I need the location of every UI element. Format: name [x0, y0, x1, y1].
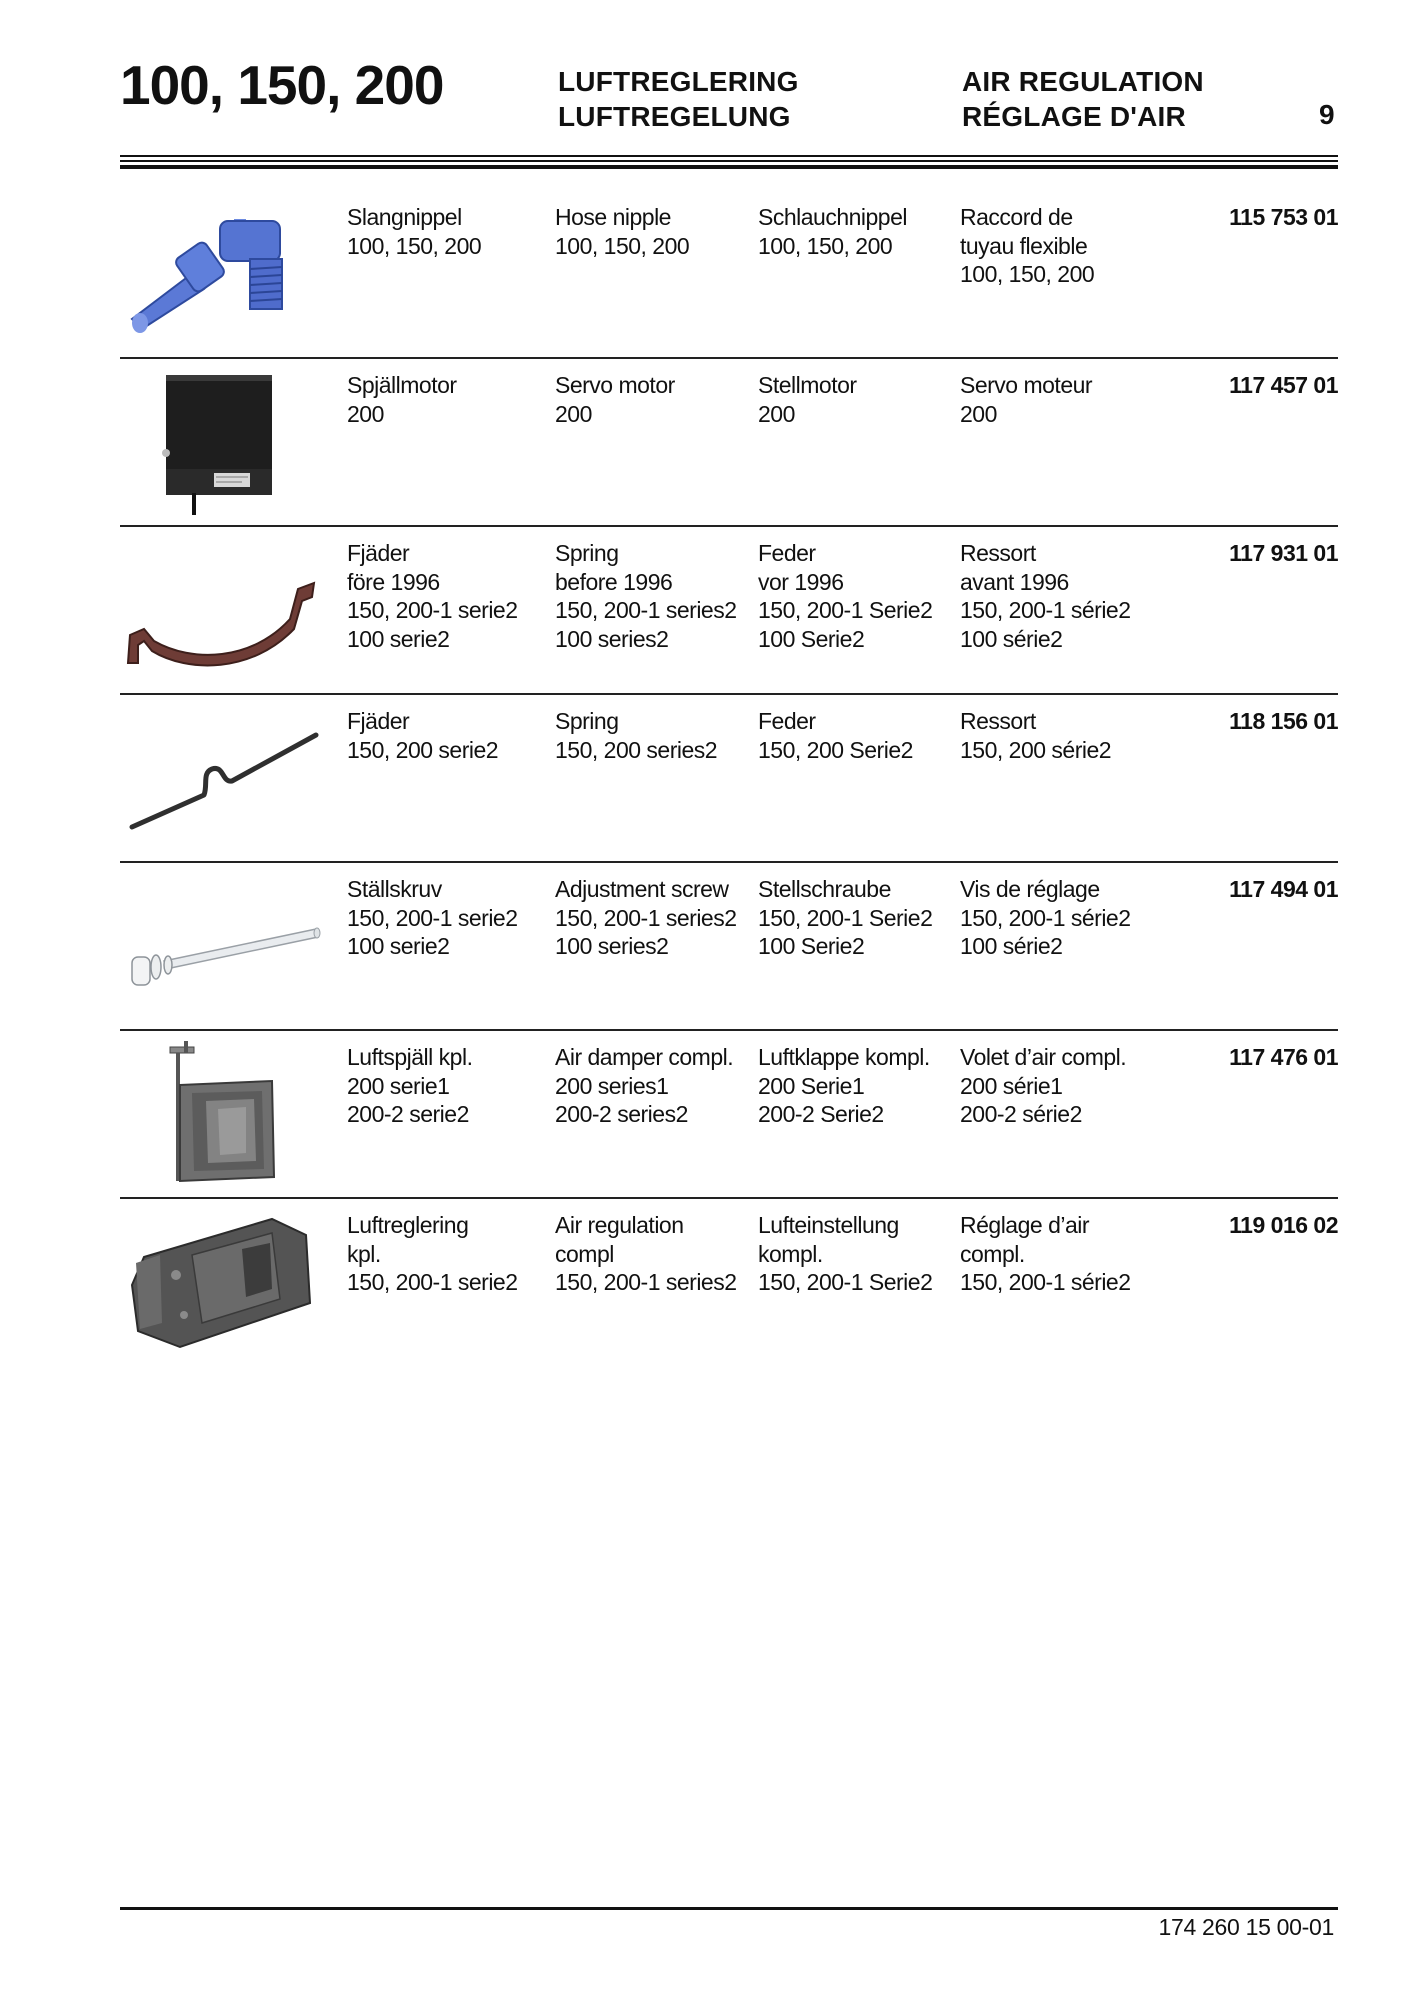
heading-swedish: LUFTREGLERING — [558, 66, 799, 97]
heading-sv-de — [558, 64, 799, 134]
description-swedish: Spjällmotor 200 — [347, 372, 457, 427]
part-row — [0, 357, 1410, 525]
description-swedish: Fjäder 150, 200 serie2 — [347, 708, 499, 763]
description-swedish: Fjäder före 1996 150, 200-1 serie2 100 serie2 — [347, 540, 518, 652]
heading-en-fr — [962, 64, 1204, 134]
description-french: Vis de réglage 150, 200-1 série2 100 série2 — [960, 876, 1131, 959]
part-row — [0, 525, 1410, 693]
description-french: Ressort 150, 200 série2 — [960, 708, 1112, 763]
document-code: 174 260 15 00-01 — [1158, 1914, 1334, 1940]
description-english: Air damper compl. 200 series1 200-2 series2 — [555, 1044, 734, 1127]
description-german: Schlauchnippel 100, 150, 200 — [758, 204, 908, 259]
description-english: Servo motor 200 — [555, 372, 675, 427]
header-rule-2 — [120, 160, 1338, 162]
description-english: Spring before 1996 150, 200-1 series2 100 series2 — [555, 540, 737, 652]
part-row — [0, 1029, 1410, 1197]
air-damper-image — [122, 1037, 322, 1187]
part-number: 115 753 01 — [1229, 204, 1338, 230]
description-swedish: Luftreglering kpl. 150, 200-1 serie2 — [347, 1212, 518, 1295]
description-french: Ressort avant 1996 150, 200-1 série2 100 série2 — [960, 540, 1131, 652]
heading-german: LUFTREGELUNG — [558, 101, 791, 132]
description-french: Volet d’air compl. 200 série1 200-2 série2 — [960, 1044, 1127, 1127]
description-french: Raccord de tuyau flexible 100, 150, 200 — [960, 204, 1095, 287]
description-swedish: Slangnippel 100, 150, 200 — [347, 204, 482, 259]
header-rule-1 — [120, 155, 1338, 157]
description-swedish: Ställskruv 150, 200-1 serie2 100 serie2 — [347, 876, 518, 959]
page-number: 9 — [1319, 99, 1335, 130]
part-number: 117 931 01 — [1229, 540, 1338, 566]
air-regulation-unit-image — [122, 1205, 322, 1355]
adjustment-screw-image — [122, 869, 322, 1019]
description-german: Stellmotor 200 — [758, 372, 857, 427]
spring-wire-image — [122, 701, 322, 851]
part-number: 117 494 01 — [1229, 876, 1338, 902]
part-number: 117 476 01 — [1229, 1044, 1338, 1070]
header-rule-3 — [120, 165, 1338, 169]
description-german: Luftklappe kompl. 200 Serie1 200-2 Serie2 — [758, 1044, 930, 1127]
hose-nipple-image — [122, 197, 322, 347]
description-english: Adjustment screw 150, 200-1 series2 100 series2 — [555, 876, 737, 959]
part-number: 119 016 02 — [1229, 1212, 1338, 1238]
description-german: Feder vor 1996 150, 200-1 Serie2 100 Serie2 — [758, 540, 933, 652]
heading-french: RÉGLAGE D'AIR — [962, 101, 1186, 132]
part-number: 118 156 01 — [1229, 708, 1338, 734]
description-english: Hose nipple 100, 150, 200 — [555, 204, 690, 259]
spring-strip-image — [122, 533, 322, 683]
description-swedish: Luftspjäll kpl. 200 serie1 200-2 serie2 — [347, 1044, 473, 1127]
footer-rule — [120, 1907, 1338, 1910]
part-row — [0, 189, 1410, 357]
description-german: Lufteinstellung kompl. 150, 200-1 Serie2 — [758, 1212, 933, 1295]
description-english: Air regulation compl 150, 200-1 series2 — [555, 1212, 737, 1295]
part-row — [0, 693, 1410, 861]
description-french: Servo moteur 200 — [960, 372, 1093, 427]
heading-english: AIR REGULATION — [962, 66, 1204, 97]
part-number: 117 457 01 — [1229, 372, 1338, 398]
description-french: Réglage d’air compl. 150, 200-1 série2 — [960, 1212, 1131, 1295]
description-german: Stellschraube 150, 200-1 Serie2 100 Serie2 — [758, 876, 933, 959]
model-numbers-heading: 100, 150, 200 — [120, 54, 444, 116]
part-row — [0, 1197, 1410, 1365]
part-row — [0, 861, 1410, 1029]
description-english: Spring 150, 200 series2 — [555, 708, 718, 763]
description-german: Feder 150, 200 Serie2 — [758, 708, 913, 763]
servo-motor-image — [122, 365, 322, 515]
